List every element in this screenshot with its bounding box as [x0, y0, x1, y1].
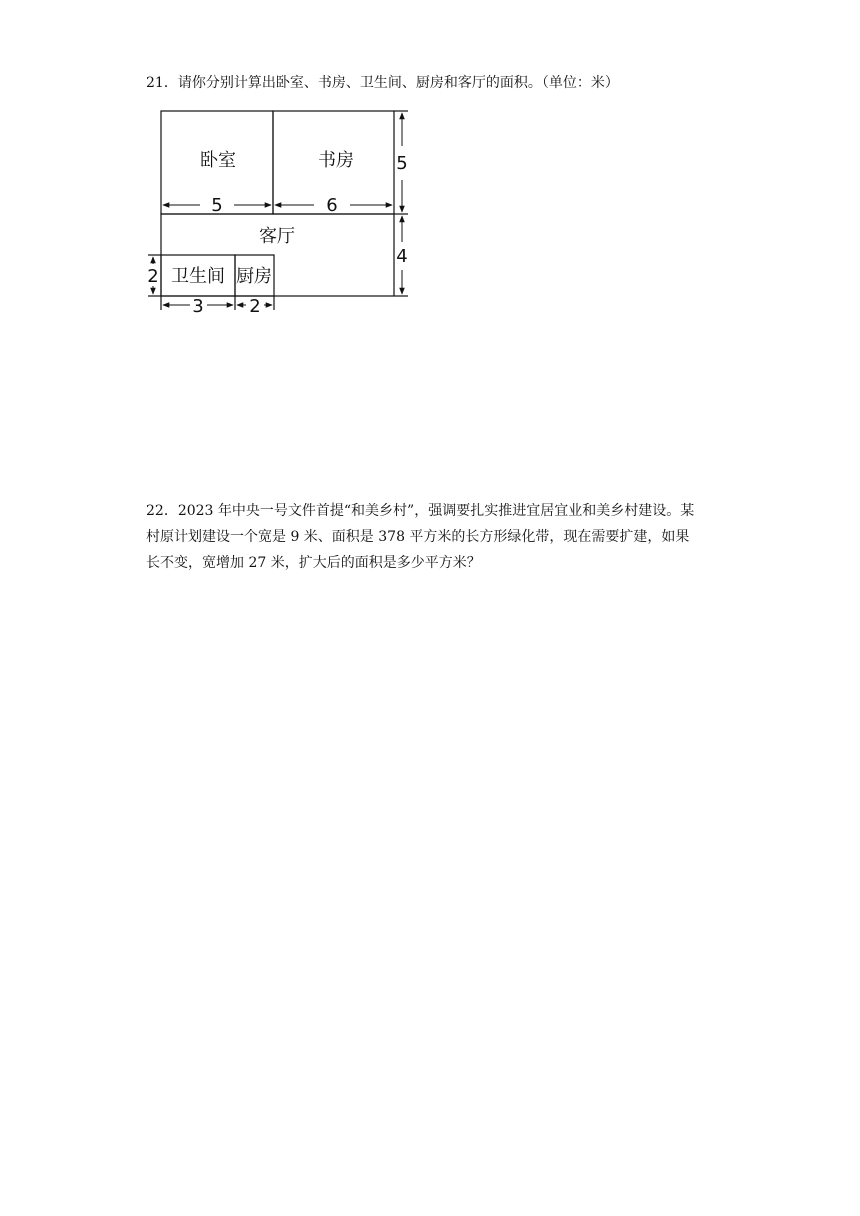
question-22-line-2: 村原计划建设一个宽是 9 米、面积是 378 平方米的长方形绿化带，现在需要扩建，如果 — [146, 529, 690, 545]
kitchen-width-value: 2 — [249, 296, 261, 317]
bathroom-width-value: 3 — [192, 296, 204, 317]
question-21 — [146, 70, 726, 96]
study-label: 书房 — [318, 150, 354, 171]
floor-plan-diagram — [140, 104, 430, 318]
kitchen-label: 厨房 — [236, 266, 272, 287]
bathroom-height-value: 2 — [147, 266, 159, 287]
living-label: 客厅 — [259, 226, 295, 247]
bedroom-label: 卧室 — [200, 150, 236, 171]
bottom-height-value: 4 — [396, 246, 408, 267]
bathroom-label: 卫生间 — [171, 266, 225, 287]
question-22-line-3: 长不变，宽增加 27 米，扩大后的面积是多少平方米？ — [146, 555, 481, 571]
question-22 — [146, 498, 716, 576]
study-width-value: 6 — [326, 195, 338, 216]
bedroom-width-value: 5 — [211, 195, 223, 216]
question-21-text: 21．请你分别计算出卧室、书房、卫生间、厨房和客厅的面积。（单位：米） — [146, 75, 619, 91]
top-height-value: 5 — [396, 153, 408, 174]
question-22-line-1: 22．2023 年中央一号文件首提“和美乡村”，强调要扎实推进宜居宜业和美乡村建设。某 — [146, 503, 695, 519]
